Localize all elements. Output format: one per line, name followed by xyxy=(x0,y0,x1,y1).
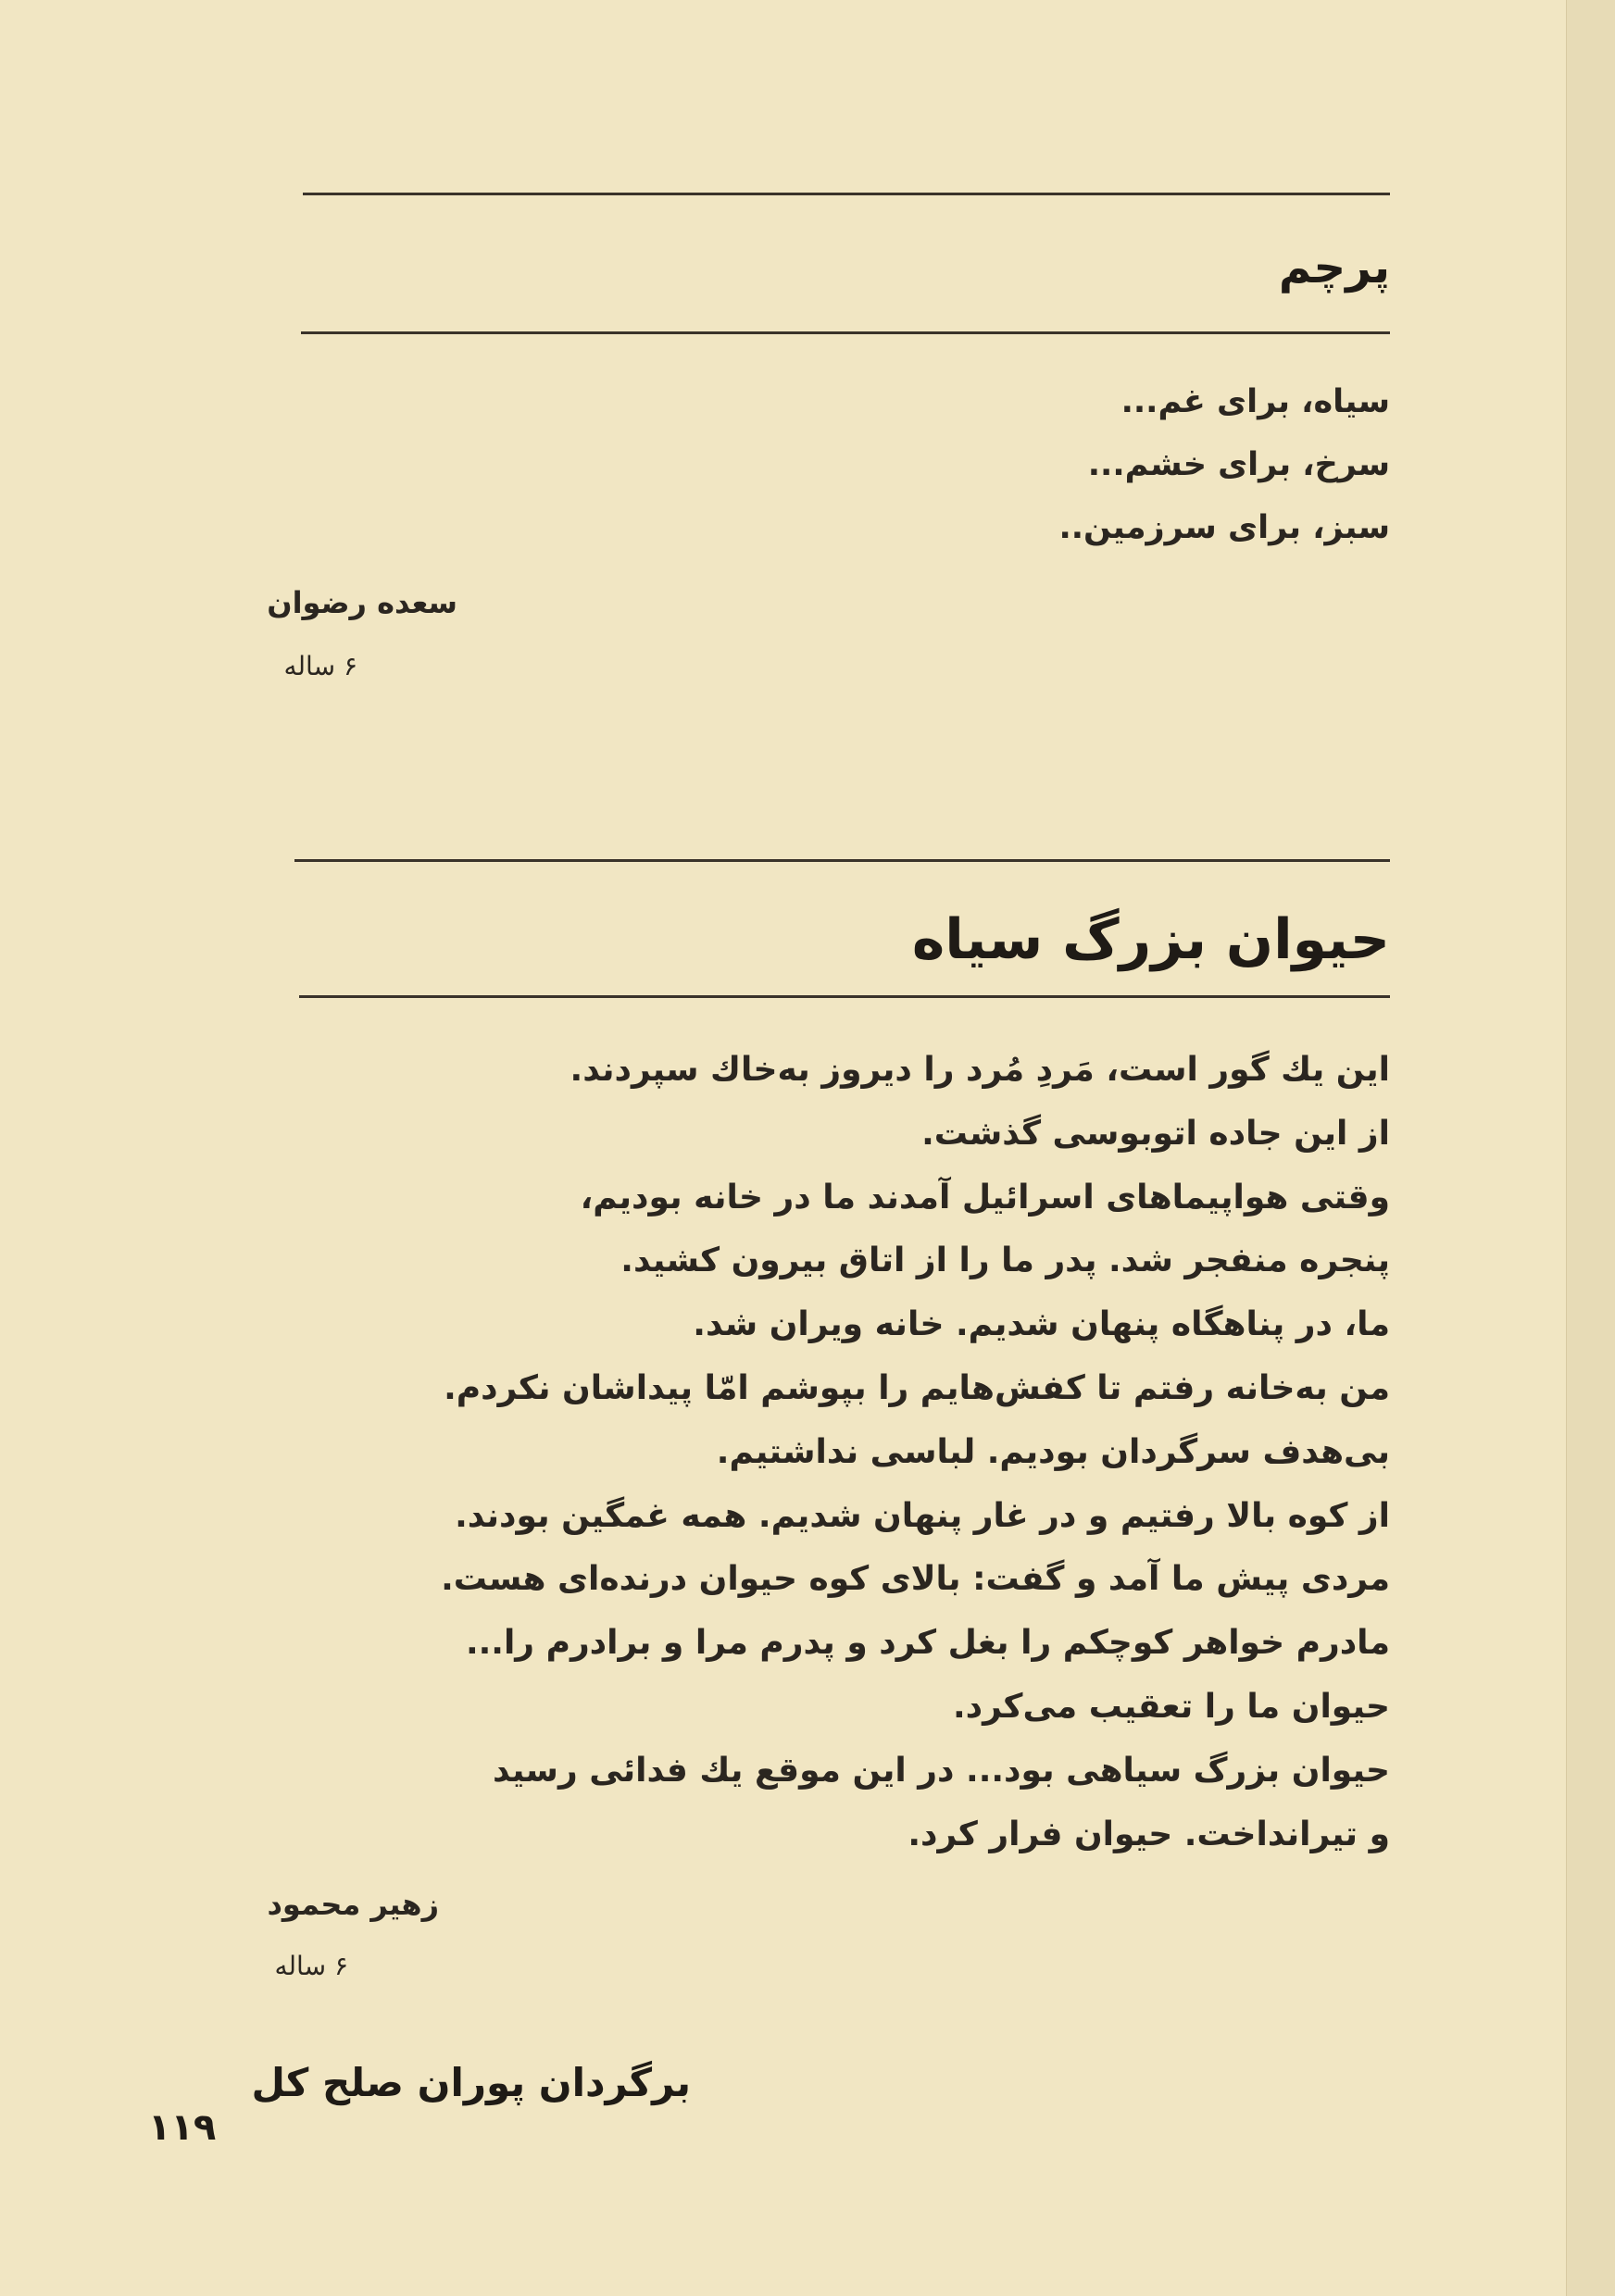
poem-line: سرخ، برای خشم... xyxy=(1087,446,1390,483)
story-line: ما، در پناهگاه پنهان شدیم. خانه ویران شد. xyxy=(693,1305,1390,1344)
story-top-rule xyxy=(294,859,1390,862)
poem-title: پرچم xyxy=(1278,242,1390,293)
poem-top-rule xyxy=(303,193,1390,195)
story-line: از كوه بالا رفتیم و در غار پنهان شدیم. همه غمگین بودند. xyxy=(455,1496,1390,1535)
story-line: حیوان بزرگ سیاهی بود... در این موقع یك فدائی رسید xyxy=(493,1751,1390,1790)
story-line: مادرم خواهر كوچكم را بغل كرد و پدرم مرا و برادرم را... xyxy=(465,1624,1390,1663)
story-author: زهیر محمود xyxy=(267,1887,439,1922)
story-line: مردی پیش ما آمد و گفت: بالای كوه حیوان درنده‌ای هست. xyxy=(441,1560,1390,1599)
page-number: ۱۱۹ xyxy=(148,2106,217,2149)
story-line: پنجره منفجر شد. پدر ما را از اتاق بیرون كشید. xyxy=(620,1242,1390,1280)
story-author-age: ۶ ساله xyxy=(274,1951,348,1981)
translator-credit: برگردان پوران صلح كل xyxy=(251,2060,691,2105)
poem-author: سعده رضوان xyxy=(267,585,457,620)
story-line: از این جاده اتوبوسی گذشت. xyxy=(921,1114,1390,1153)
poem-author-age: ۶ ساله xyxy=(283,651,357,681)
story-body xyxy=(325,1039,1390,1866)
page-edge xyxy=(1566,0,1615,2296)
story-line: این یك گور است، مَردِ مُرد را دیروز به‌خاك سپردند. xyxy=(570,1051,1390,1089)
story-line: حیوان ما را تعقیب می‌كرد. xyxy=(952,1687,1390,1726)
poem-body xyxy=(686,370,1390,559)
story-title: حیوان بزرگ سیاه xyxy=(911,907,1390,972)
poem-line: سیاه، برای غم... xyxy=(1120,383,1390,420)
story-line: وقتی هواپیماهای اسرائیل آمدند ما در خانه بودیم، xyxy=(580,1178,1390,1217)
story-line: من به‌خانه رفتم تا كفش‌هایم را بپوشم امّا پیداشان نكردم. xyxy=(444,1368,1390,1407)
poem-line: سبز، برای سرزمین.. xyxy=(1058,509,1390,546)
poem-bottom-rule xyxy=(301,331,1390,334)
story-bottom-rule xyxy=(299,995,1390,998)
story-line: بی‌هدف سرگردان بودیم. لباسی نداشتیم. xyxy=(716,1432,1390,1471)
story-line: و تیرانداخت. حیوان فرار كرد. xyxy=(908,1815,1390,1853)
